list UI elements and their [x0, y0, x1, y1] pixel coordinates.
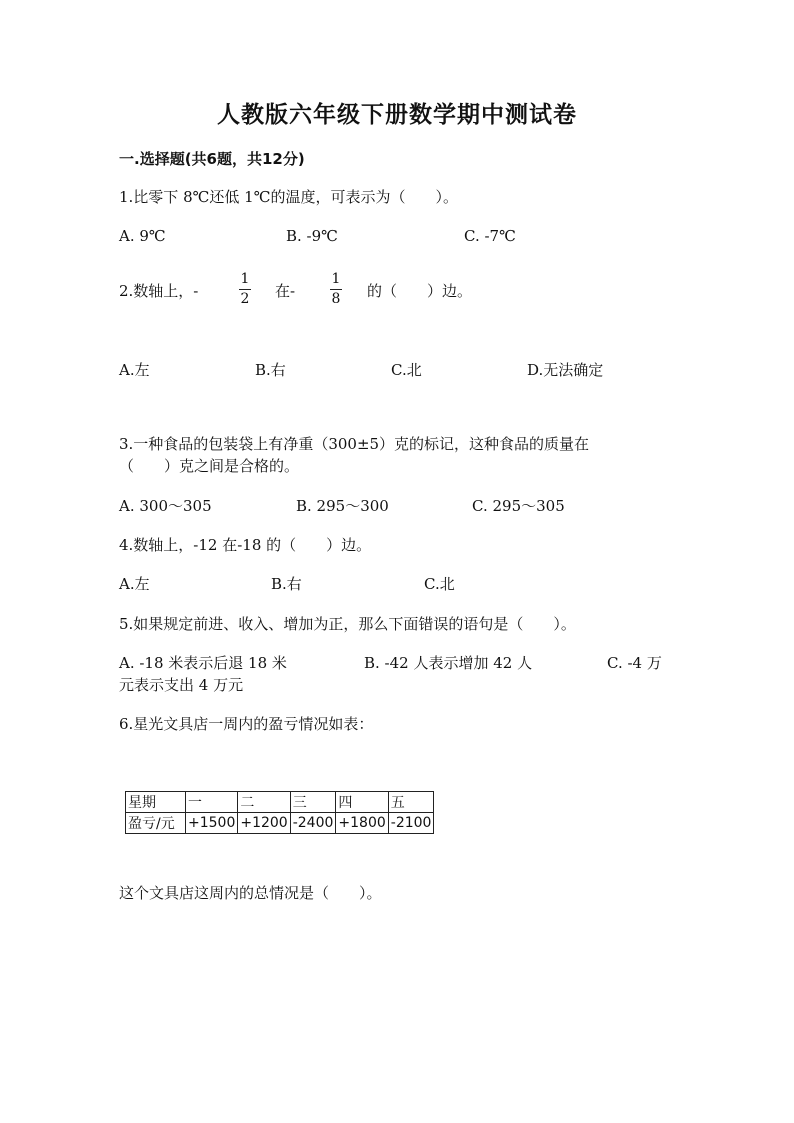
table-cell: 四 — [336, 792, 388, 813]
fraction-denominator: 2 — [240, 291, 250, 307]
question-5: 5.如果规定前进、收入、增加为正，那么下面错误的语句是（ ）。 — [119, 615, 576, 633]
fraction-one-half — [239, 271, 251, 308]
table-cell: 三 — [290, 792, 336, 813]
question-2-suffix: 的（ ）边。 — [367, 282, 473, 300]
fraction-numerator: 1 — [331, 271, 341, 287]
question-6-followup: 这个文具店这周内的总情况是（ ）。 — [119, 884, 382, 902]
q5-option-c: C. -4 万 — [607, 654, 662, 672]
question-3-line-2: （ ）克之间是合格的。 — [119, 457, 300, 475]
table-cell: -2400 — [290, 813, 336, 834]
fraction-numerator: 1 — [240, 271, 250, 287]
q4-option-b: B.右 — [271, 575, 302, 593]
table-cell: 五 — [388, 792, 434, 813]
q1-option-a: A. 9℃ — [119, 227, 166, 245]
q3-option-c: C. 295～305 — [472, 497, 565, 515]
table-header-row — [126, 792, 434, 813]
question-4: 4.数轴上，-12 在-18 的（ ）边。 — [119, 536, 372, 554]
q5-option-c-continued: 元表示支出 4 万元 — [119, 676, 244, 694]
section-heading: 一.选择题(共6题，共12分) — [119, 150, 305, 168]
q3-option-a: A. 300～305 — [119, 497, 212, 515]
question-3-line-1: 3.一种食品的包装袋上有净重（300±5）克的标记，这种食品的质量在 — [119, 435, 590, 453]
fraction-one-eighth — [330, 271, 342, 308]
q2-option-a: A.左 — [119, 361, 150, 379]
table-cell: 星期 — [126, 792, 186, 813]
q2-option-c: C.北 — [391, 361, 422, 379]
table-cell: 一 — [186, 792, 238, 813]
question-2-middle: 在- — [275, 282, 296, 300]
q1-option-b: B. -9℃ — [286, 227, 338, 245]
q4-option-c: C.北 — [424, 575, 455, 593]
fraction-bar — [239, 289, 251, 290]
question-2-prefix: 2.数轴上，- — [119, 282, 199, 300]
table-cell: +1500 — [186, 813, 238, 834]
q4-option-a: A.左 — [119, 575, 150, 593]
q1-option-c: C. -7℃ — [464, 227, 516, 245]
page-title: 人教版六年级下册数学期中测试卷 — [217, 102, 577, 128]
table-cell: +1800 — [336, 813, 388, 834]
q2-option-b: B.右 — [255, 361, 286, 379]
q2-option-d: D.无法确定 — [527, 361, 604, 379]
q3-option-b: B. 295～300 — [296, 497, 389, 515]
q5-option-b: B. -42 人表示增加 42 人 — [364, 654, 533, 672]
table-cell: 二 — [238, 792, 290, 813]
table-cell: -2100 — [388, 813, 434, 834]
table-cell: 盈亏/元 — [126, 813, 186, 834]
table-row — [126, 813, 434, 834]
profit-loss-table — [125, 791, 434, 834]
q5-option-a: A. -18 米表示后退 18 米 — [119, 654, 287, 672]
fraction-denominator: 8 — [331, 291, 341, 307]
table-cell: +1200 — [238, 813, 290, 834]
question-1: 1.比零下 8℃还低 1℃的温度，可表示为（ ）。 — [119, 188, 458, 206]
question-6: 6.星光文具店一周内的盈亏情况如表： — [119, 715, 374, 733]
fraction-bar — [330, 289, 342, 290]
